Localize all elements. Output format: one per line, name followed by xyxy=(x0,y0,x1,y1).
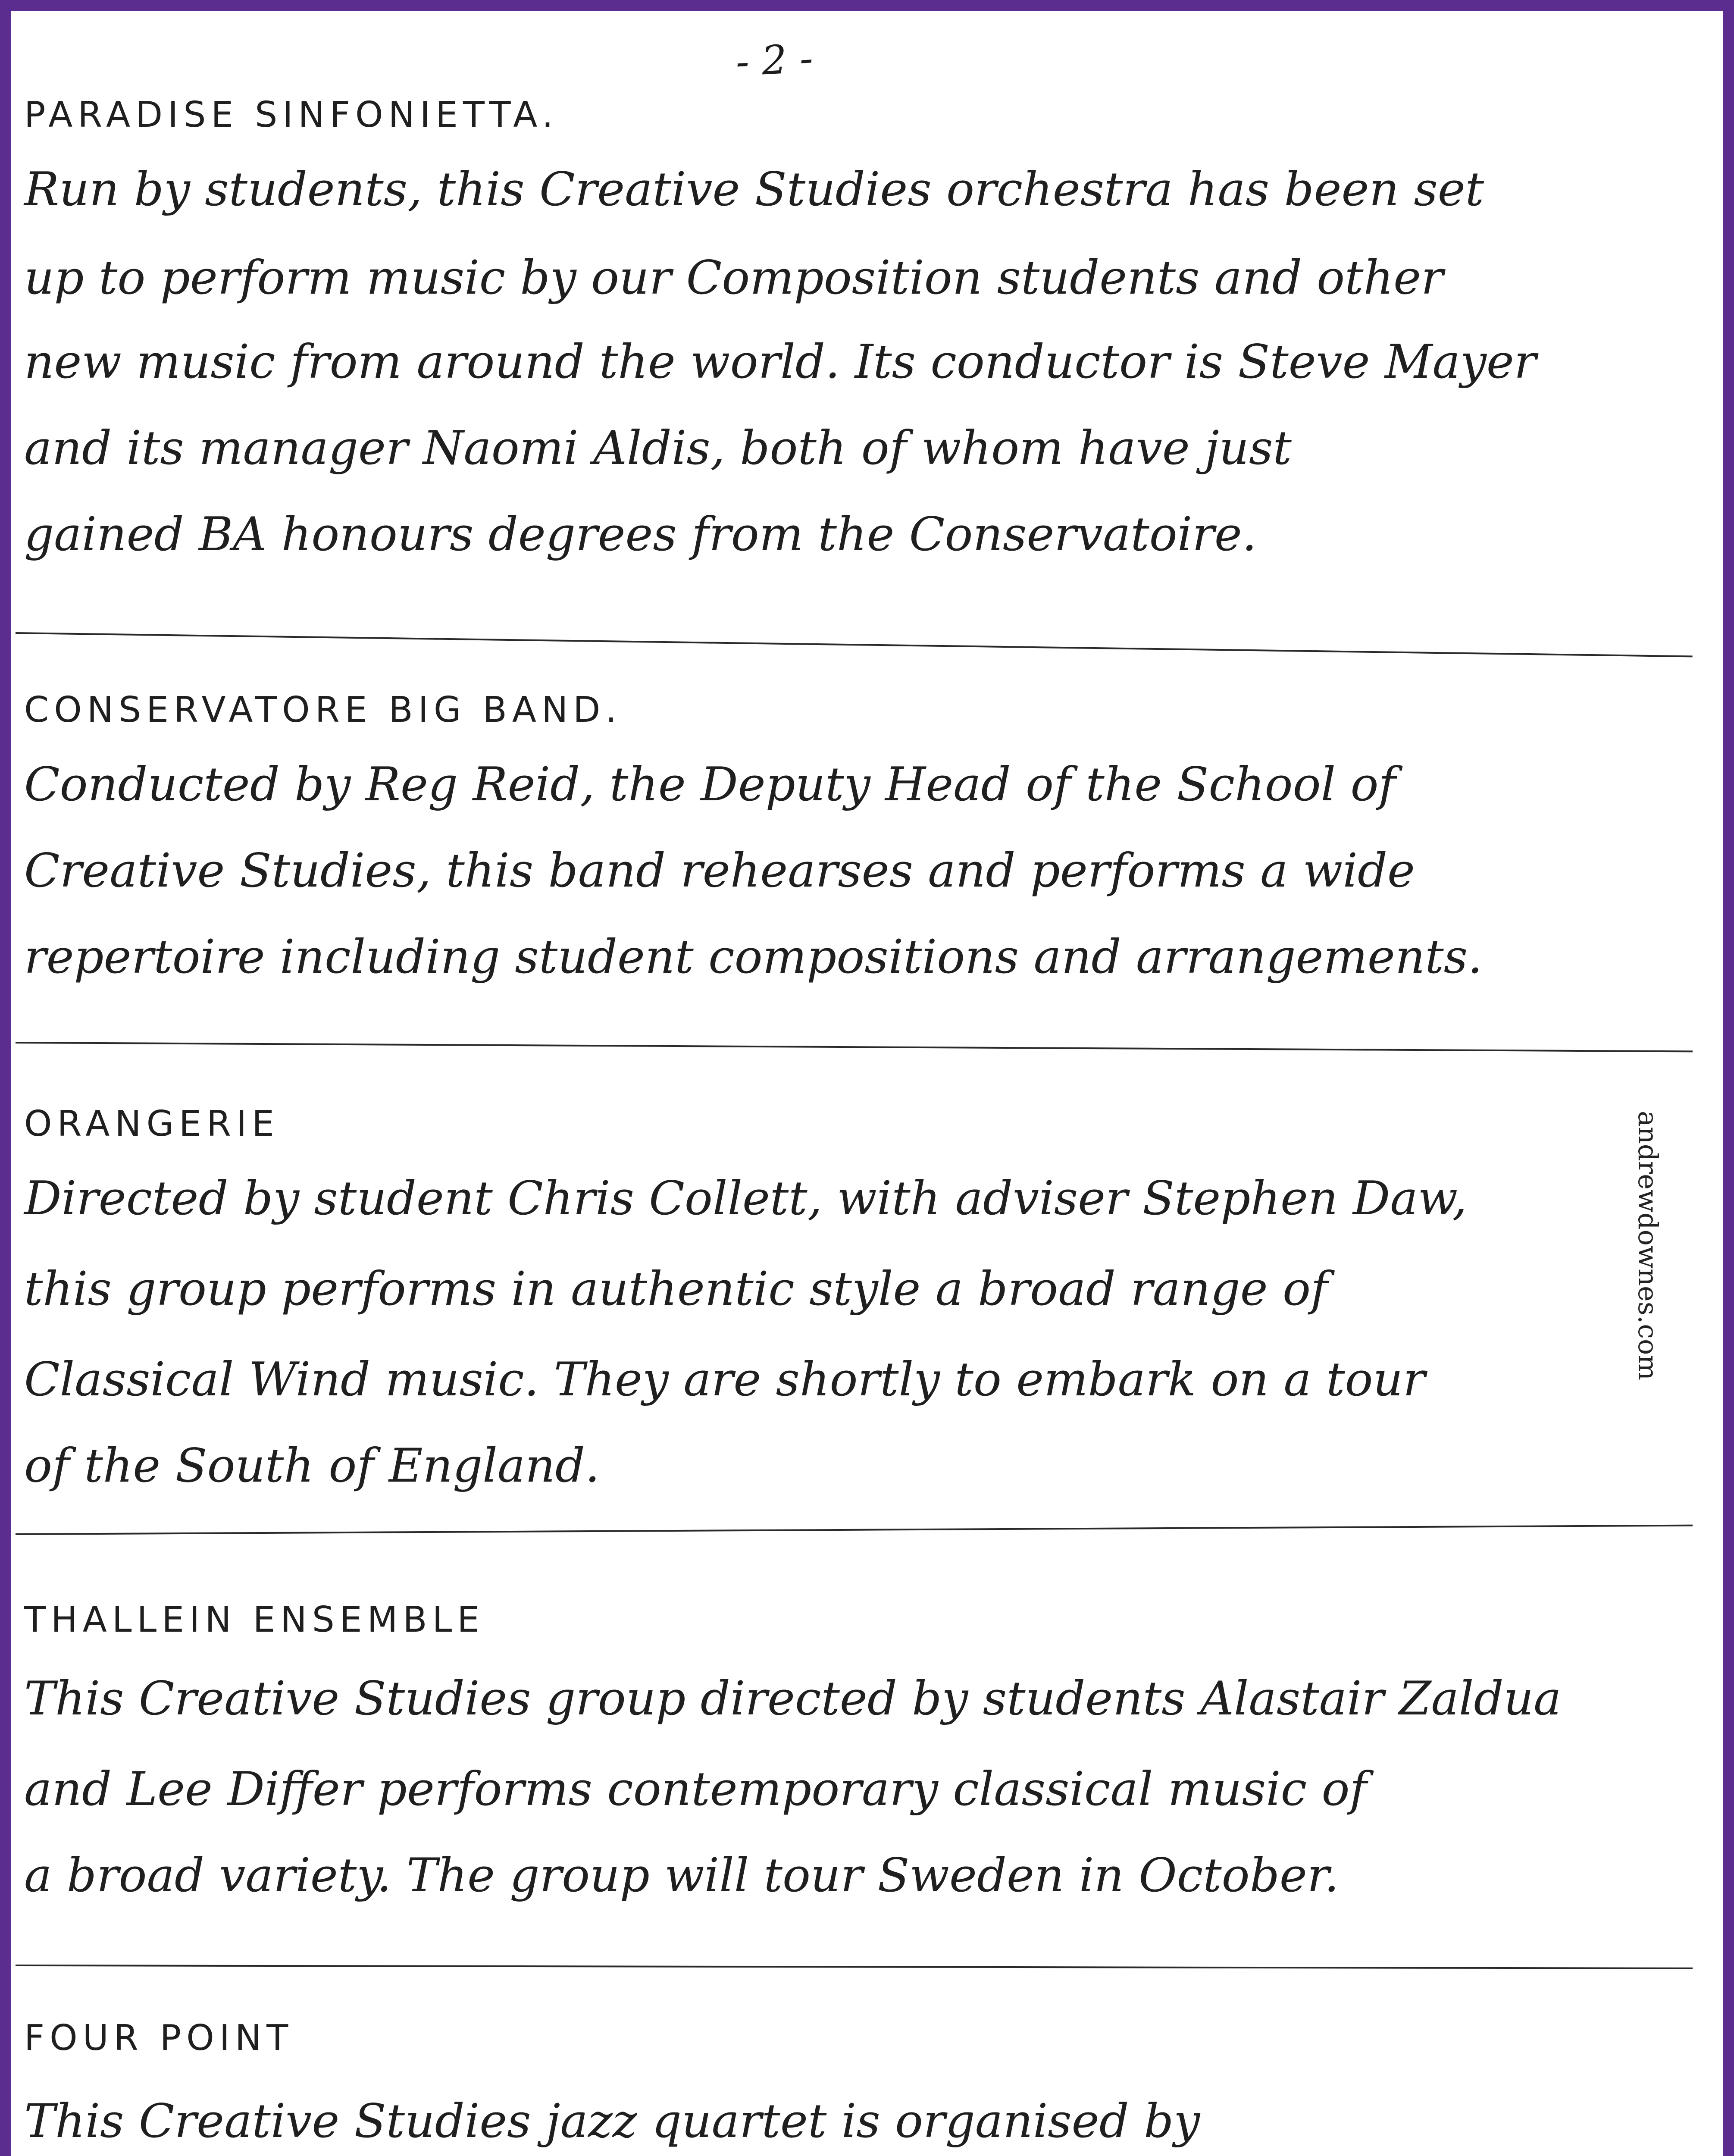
text-line: This Creative Studies jazz quartet is organised by xyxy=(24,2094,1200,2148)
section-divider xyxy=(16,632,1693,657)
section-paradise-sinfonietta xyxy=(24,94,1706,561)
text-line: repertoire including student compositions and arrangements. xyxy=(24,930,1483,984)
text-line: Conducted by Reg Reid, the Deputy Head of the School of xyxy=(24,758,1396,812)
text-line: a broad variety. The group will tour Sweden in October. xyxy=(24,1849,1339,1902)
text-line: and Lee Differ performs contemporary classical music of xyxy=(24,1762,1367,1816)
section-thallein-ensemble xyxy=(24,1599,1706,1902)
section-conservatore-big-band xyxy=(24,689,1706,984)
text-line: this group performs in authentic style a broad range of xyxy=(24,1262,1328,1316)
section-divider xyxy=(16,1965,1693,1969)
text-line: Run by students, this Creative Studies orchestra has been set xyxy=(24,163,1484,216)
section-divider xyxy=(16,1525,1693,1535)
text-line: Classical Wind music. They are shortly to embark on a tour xyxy=(24,1353,1425,1407)
text-line: Creative Studies, this band rehearses and performs a wide xyxy=(24,844,1415,898)
section-divider xyxy=(16,1042,1693,1052)
page-number: - 2 - xyxy=(734,35,814,85)
section-heading: ORANGERIE xyxy=(24,1103,279,1144)
text-line: up to perform music by our Composition students and other xyxy=(24,251,1443,305)
text-line: Directed by student Chris Collett, with adviser Stephen Daw, xyxy=(24,1172,1467,1225)
text-line: gained BA honours degrees from the Conservatoire. xyxy=(24,508,1257,561)
text-line: of the South of England. xyxy=(24,1439,600,1493)
section-heading: PARADISE SINFONIETTA. xyxy=(24,94,559,135)
section-four-point xyxy=(24,2018,1706,2148)
text-line: This Creative Studies group directed by students Alastair Zaldua xyxy=(24,1672,1562,1726)
section-heading: FOUR POINT xyxy=(24,2018,294,2059)
text-line: and its manager Naomi Aldis, both of whom have just xyxy=(24,421,1292,475)
text-line: new music from around the world. Its conductor is Steve Mayer xyxy=(24,335,1537,389)
section-heading: CONSERVATORE BIG BAND. xyxy=(24,689,622,730)
watermark-text: andrewdownes.com xyxy=(1632,1111,1664,1381)
section-heading: THALLEIN ENSEMBLE xyxy=(24,1599,485,1640)
